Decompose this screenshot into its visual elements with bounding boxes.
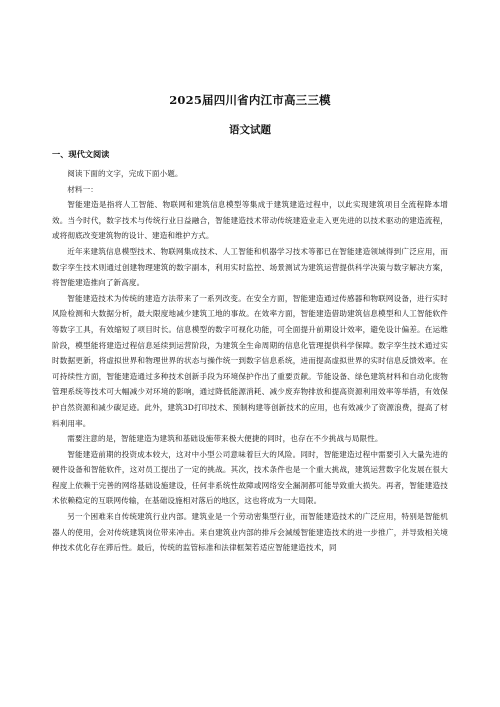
paragraph-3: 智能建造技术为传统的建造方法带来了一系列改变。在安全方面，智能建造通过传感器和物联网设备，进行实时风险检测和大数据分析，最大限度地减少建筑工地的事故。在效率方面，智能建造借助建筑信息模型和人工智能软件等数字工具，有效缩短了项目时长。信息模型的数字可视化功能，可全面提升前期设计效率，避免设计偏差。在运维阶段，模型能将建造过程信息延续到运营阶段，为建筑全生命周期的信息化管理提供科学保障。数字孪生技术通过实时数据更新，将虚拟世界和物理世界的状态与操作统一到数字信息系统，进而提高虚拟世界的实时信息反馈效率。在可持续性方面，智能建造通过多种技术创新手段为环境保护作出了重要贡献。节能设备、绿色建筑材料和自动化废物管理系统等技术可大幅减少对环境的影响，通过降低能源消耗、减少废弃物排放和提高资源利用效率等举措，有效保护自然资源和减少碳足迹。此外，建筑3D打印技术、预制构建等创新技术的应用，也有效减少了资源浪费，提高了材料利用率。 xyxy=(52,293,448,428)
paragraph-1: 智能建造是指将人工智能、物联网和建筑信息模型等集成于建筑建造过程中，以此实现建筑项目全流程降本增效。当今时代，数字技术与传统行业日益融合，智能建造技术带动传统建造业走入更先进的以技术驱动的建造流程，或将彻底改变建筑物的设计、建造和维护方式。 xyxy=(52,200,448,241)
paragraph-4: 需要注意的是，智能建造为建筑和基础设施带来极大便捷的同时，也存在不少挑战与局限性。 xyxy=(67,434,383,444)
instruction-text: 阅读下面的文字，完成下面小题。 xyxy=(67,169,183,178)
document-subtitle: 语文试题 xyxy=(229,124,271,136)
material-label: 材料一： xyxy=(67,184,98,194)
section-heading: 一、现代文阅读 xyxy=(52,149,110,159)
paragraph-5: 智能建造前期的投资成本较大，这对中小型公司意味着巨大的风险。同时，智能建造过程中需要引入大量先进的硬件设备和智能软件，这对员工提出了一定的挑战。其次，技术条件也是一个重大挑战，建筑运营数字化发展在很大程度上依赖于完善的网络基础设施建设，任何非系统性故障或网络安全漏洞都可能导致重大损失。再者，智能建造技术依赖稳定的互联网传输，在基础设施相对落后的地区，这也将成为一大局限。 xyxy=(52,449,448,506)
document-title: 2025届四川省内江市高三三模 xyxy=(169,93,331,107)
paragraph-2: 近年来建筑信息模型技术、物联网集成技术、人工智能和机器学习技术等都已在智能建造领域得到广泛应用，而数字孪生技术则通过创建物理建筑的数字副本，利用实时监控、场景测试为建筑运营提供科学决策与数字解决方案，将智能建造推向了新高度。 xyxy=(52,246,448,288)
paragraph-6: 另一个困难来自传统建筑行业内部。建筑业是一个劳动密集型行业，而智能建造技术的广泛应用，特别是智能机器人的使用，会对传统建筑岗位带来冲击。来自建筑业内部的排斥会減缓智能建造技术的进一步推广，并导致相关境伸技术优化存在滞后性。最后，传统的监管标准和法律框架若适应智能建造技术，同 xyxy=(52,512,448,553)
